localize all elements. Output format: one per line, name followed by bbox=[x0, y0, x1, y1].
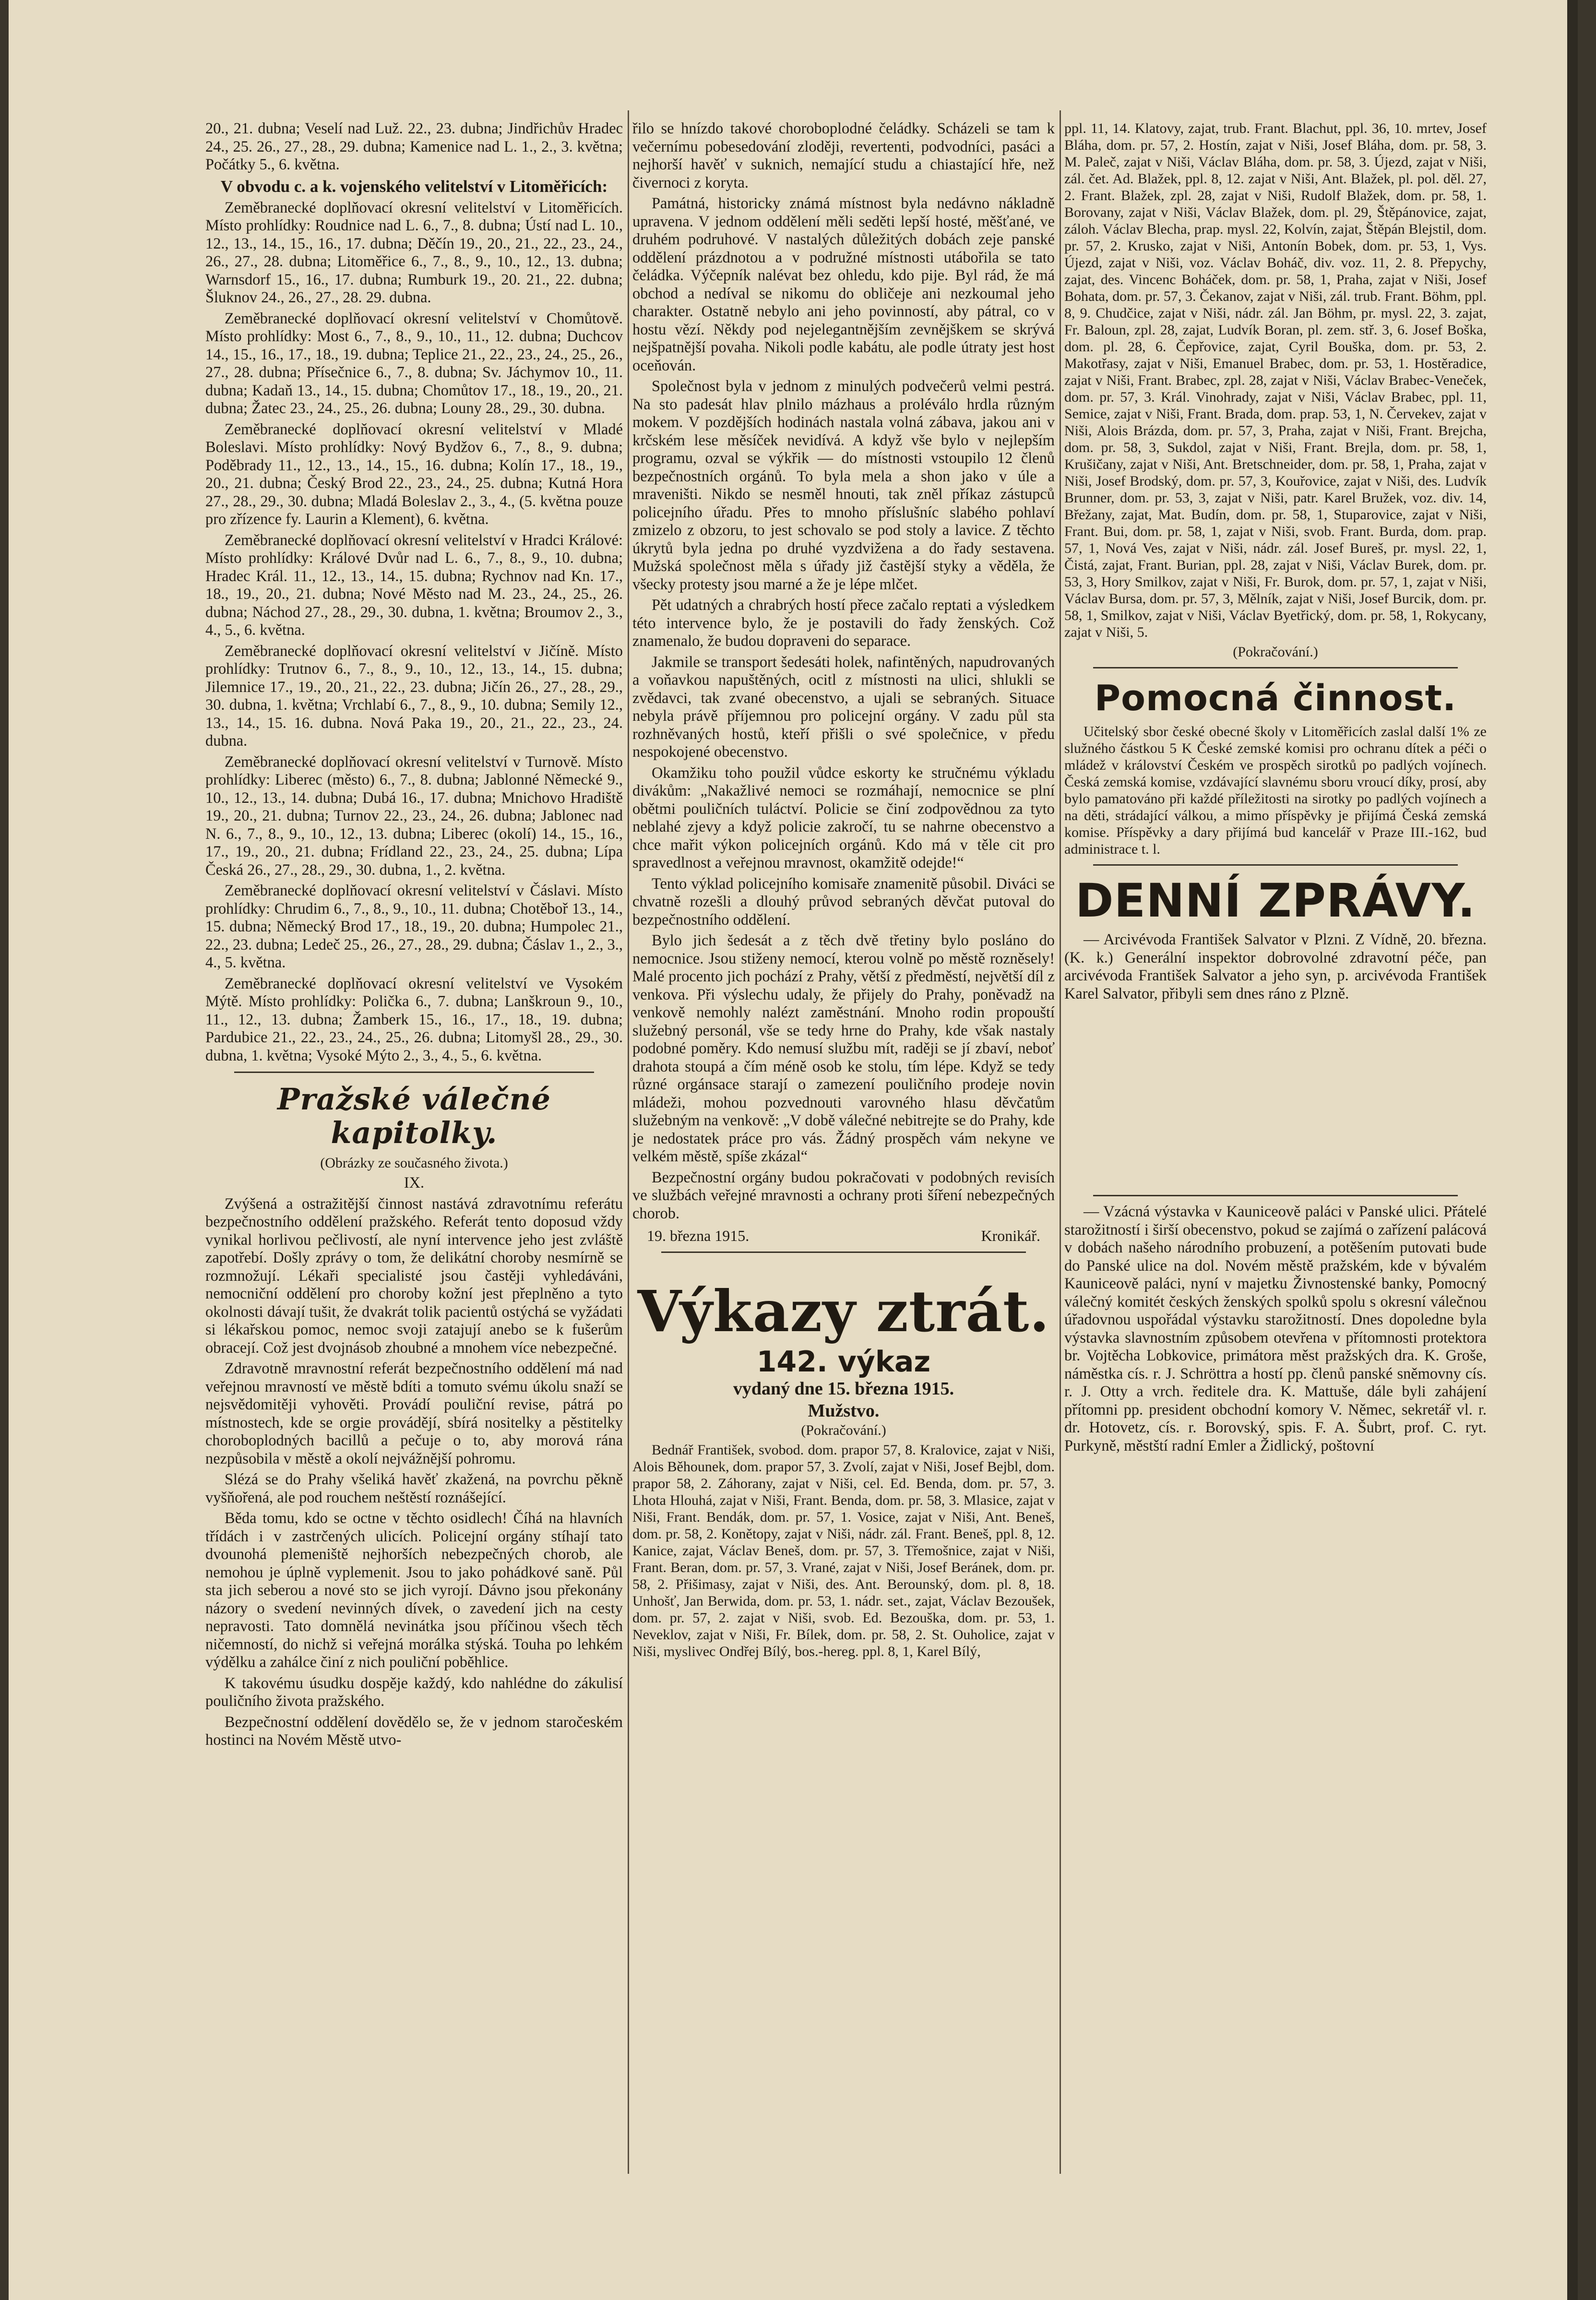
paragraph: Bezpečnostní orgány budou pokračovati v podobných revisích ve službách veřejné mravnosti a ochrany proti šíření nebezpečných chorob. bbox=[632, 1168, 1055, 1222]
paragraph: Bezpečnostní oddělení dovědělo se, že v jednom staročeském hostinci na Novém Městě utvo- bbox=[205, 1713, 623, 1749]
continued-note: (Pokračování.) bbox=[1233, 644, 1318, 660]
casualty-list-body: Bednář František, svobod. dom. prapor 57, 8. Kralovice, zajat v Niši, Alois Běhounek, dom. prapor 57, 3. Zvolí, zajat v Niši, Josef Bejbl, dom. prapor 58, 2. Záhorany, zajat v Niši, cel. Ed. Benda, dom. pr. 57, 3. Lhota Hlouhá, zajat v Niši, Frant. Benda, dom. pr. 58, 3. Mlasice, zajat v Niši, Frant. Bendák, dom. pr. 57, 1. Vosice, zajat v Niši, Ant. Beneš, dom. pr. 58, 2. Konětopy, zajat v Niši, nádr. zál. Frant. Beneš, ppl. 8, 12. Kanice, zajat, Václav Beneš, dom. pr. 57, 3. Třemošnice, zajat v Niši, Frant. Beran, dom. pr. 57, 3. Vrané, zajat v Niši, Josef Beránek, dom. pr. 58, 2. Přišimasy, zajat v Niši, des. Ant. Berounský, dom. pl. 8, 18. Unhošť, Jan Berwida, dom. pr. 53, 1. nádr. set., zajat, Václav Bezoušek, dom. pr. 57, 2. zajat v Niši, svob. Ed. Bezouška, dom. pr. 53, 1. Neveklov, zajat v Niši, Fr. Bílek, dom. pr. 58, 2. St. Ouholice, zajat v Niši, myslivec Ondřej Bílý, bos.-hereg. ppl. 8, 1, Karel Bílý, bbox=[632, 1442, 1055, 1659]
paragraph: Zeměbranecké doplňovací okresní velitelství ve Vysokém Mýtě. Místo prohlídky: Polička 6., 7. dubna; Lanškroun 9., 10., 11., 12., 13. dubna; Žamberk 15., 16., 17., 18., 19. dubna; Pardubice 21., 22., 23., 24., 25., 26. dubna; Litomyšl 28., 29., 30. dubna, 1. května; Vysoké Mýto 2., 3., 4., 5., 6. května. bbox=[205, 975, 623, 1064]
divider bbox=[1093, 864, 1458, 866]
paragraph: řilo se hnízdo takové choroboplodné čeládky. Scházeli se tam k večernímu pobesedování zloději, revertenti, podvodníci, pasáci a nejhorší havěť v suknich, nemající studu a chiastající hře, než čivernoci z koryta. bbox=[632, 120, 1055, 191]
continued-note: (Pokračování.) bbox=[801, 1422, 886, 1438]
newspaper-page bbox=[9, 0, 1578, 2300]
paragraph: Učitelský sbor české obecné školy v Litoměřicích zaslal další 1% ze služného částkou 5 K České zemské komisi pro ochranu dítek a péči o mládež v království Českém ve prospěch sirotků po padlých vojínech. Česká zemská komise, vzdávající slavnému sboru vroucí díky, prosí, aby bylo pamatováno při každé příležitosti na sirotky po padlých vojínech a na děti, strádající válkou, a mimo příspěvky je přijímá Česká zemská komise. Příspěvky a dary přijímá bud kancelář v Praze III.-162, bud administrace t. l. bbox=[1064, 724, 1487, 857]
paragraph: Zdravotně mravnostní referát bezpečnostního oddělení má nad veřejnou mravností ve městě bdíti a tomuto svému úkolu snaží se nejsvědomitěji vyhověti. Provádí pouliční revise, pátrá po místnostech, kde se orgie provádějí, sbírá nositelky a pěstitelky choroboplodných bacillů a pečuje o to, aby morová rána nezpůsobila v městě a okolí nejvážnější pohromu. bbox=[205, 1360, 623, 1467]
paragraph: Zeměbranecké doplňovací okresní velitelství v Mladé Boleslavi. Místo prohlídky: Nový Bydžov 6., 7., 8., 9. dubna; Poděbrady 11., 12., 13., 14., 15., 16. dubna; Kolín 17., 18., 19., 20., 21. dubna; Český Brod 22., 23., 24., 25. dubna; Kutná Hora 27., 28., 29., 30. dubna; Mladá Boleslav 2., 3., 4., (5. května pouze pro zřízence fy. Laurin a Klement), 6. května. bbox=[205, 420, 623, 528]
column-middle bbox=[632, 120, 1055, 1663]
paragraph: Zeměbranecké doplňovací okresní velitelství v Jičíně. Místo prohlídky: Trutnov 6., 7., 8., 9., 10., 12., 13., 14., 15. dubna; Jilemnice 17., 19., 20., 21., 22., 23. dubna; Jičín 26., 27., 28., 29., 30. dubna, 1. května; Vrchlabí 6., 7., 8., 9., 10. dubna; Semily 12., 13., 14., 15. 16. dubna. Nová Paka 19., 20., 21., 22., 23., 24. dubna. bbox=[205, 642, 623, 750]
casualty-list-title: Výkazy ztrát. bbox=[637, 1278, 1050, 1345]
divider bbox=[1093, 1195, 1458, 1196]
divider bbox=[1093, 667, 1458, 668]
casualty-list-section: Mužstvo. bbox=[808, 1401, 880, 1421]
paragraph: Pět udatných a chrabrých hostí přece začalo reptati a výsledkem této intervence bylo, že je postavili do řady ženských. Což znamenalo, že budou dopraveni do separace. bbox=[632, 596, 1055, 650]
paragraph: Zeměbranecké doplňovací okresní velitelství v Chomůtově. Místo prohlídky: Most 6., 7., 8., 9., 10., 11., 12. dubna; Duchcov 14., 15., 16., 17., 18., 19. dubna; Teplice 21., 22., 23., 24., 25., 26., 27., 28. dubna; Přísečnice 6., 7., 8. dubna; Sv. Jáchymov 10., 11. dubna; Kadaň 13., 14., 15. dubna; Chomůtov 17., 18., 19., 20., 21. dubna; Žatec 23., 24., 25., 26. dubna; Louny 28., 29., 30. dubna. bbox=[205, 310, 623, 417]
paragraph: Zvýšená a ostražitější činnost nastává zdravotnímu referátu bezpečnostního oddělení pražského. Referát tento doposud vždy vynikal horlivou pečlivostí, ale nyní intervence jeho jest zvláště zapotřebí. Došly zprávy o tom, že delikátní choroby nesmírně se rozmnožují. Lékaři specialisté jsou častěji vyhledáváni, nemocniční oddělení pro choroby kožní jest přeplněno a tyto okolnosti dávají tušit, že dvakrát tolik pacientů ostýchá se vyžádati si lékařskou pomoc, nemoc svoji zatajují anebo se k fušerům obracejí. Což jest dvojnásob zhoubné a mnohem více nebezpečné. bbox=[205, 1195, 623, 1357]
divider bbox=[661, 1251, 1026, 1253]
column-rule bbox=[1060, 110, 1061, 2174]
casualty-list-continuation: ppl. 11, 14. Klatovy, zajat, trub. Frant. Blachut, ppl. 36, 10. mrtev, Josef Bláha, dom. pr. 57, 2. Hostín, zajat v Niši, Josef Bláha, dom. pr. 58, 3. M. Paleč, zajat v Niši, Václav Bláha, dom. pr. 58, 3. Újezd, zajat v Niši, zál. čet. Ad. Blažek, ppl. 8, 12. zajat v Niši, Ant. Blažek, pl. pol. děl. 27, 2. Frant. Blažek, zpl. 28, zajat v Niši, Rudolf Blažek, dom. pr. 58, 1. Borovany, zajat v Niši, Václav Blažek, dom. pl. 29, Štěpánovice, zajat, záloh. Václav Blecha, prap. mysl. 22, Kolvín, zajat, Štěpán Blejstil, dom. pr. 57, 2. Krusko, zajat v Niši, Antonín Bobek, dom. pr. 53, 1, Vys. Újezd, zajat v Niši, voz. Václav Boháč, div. voz. 11, 2. 8. Přepychy, zajat, des. Vincenc Boháček, dom. pr. 58, 1, Praha, zajat v Niši, Josef Bohata, dom. pr. 57, 3. Čekanov, zajat v Niši, zál. trub. Frant. Böhm, ppl. 8, 9. Chudčice, zajat v Niši, nádr. zál. Jan Böhm, pr. mysl. 22, 3. zajat, Fr. Baloun, zpl. 28, zajat, Ludvík Boran, pl. zem. stř. 3, 6. Josef Boška, dom. pl. 28, 6. Čepřovice, zajat, Cyril Bouška, dom. pr. 53, 2. Makotřasy, zajat v Niši, Emanuel Brabec, dom. pr. 53, 1. Hostěradice, zajat v Niši, Frant. Brabec, zpl. 28, zajat v Niši, Václav Brabec-Veneček, dom. pr. 57, 3. Král. Vinohrady, zajat v Niši, Václav Brabec, ppl. 11, Semice, zajat v Niši, Frant. Brada, dom. prap. 53, 1, N. Červekev, zajat v Niši, Alois Brázda, dom. pr. 57, 3, Praha, zajat v Niši, Frant. Brejcha, dom. pr. 58, 3, Sukdol, zajat v Niši, Frant. Brejla, dom. pr. 58, 1, Krušičany, zajat v Niši, Ant. Bretschneider, dom. pr. 58, 1, Praha, zajat v Niši, Josef Brodský, dom. pr. 57, 3, Kouřovice, zajat v Niši, des. Ludvík Brunner, dom. pr. 53, 3, zajat v Niši, patr. Karel Bružek, voz. div. 14, Břežany, zajat, Mat. Budín, dom. pr. 58, 1, Stuparovice, zajat v Niši, Frant. Bui, dom. pr. 58, 1, zajat v Niši, svob. Frant. Burda, dom. prap. 57, 1, Nová Ves, zajat v Niši, nádr. zál. Josef Bureš, pr. mysl. 22, 1, Čistá, zajat, Frant. Burian, ppl. 28, zajat v Niši, Václav Burek, dom. pr. 53, 3, Hory Smilkov, zajat v Niši, Fr. Burok, dom. pr. 57, 1, zajat v Niši, Václav Bursa, dom. pr. 57, 3, Mělník, zajat v Niši, Josef Burcik, dom. pr. 58, 1, Smilkov, zajat v Niši, Václav Byetřický, dom. pr. 58, 1, Rokycany, zajat v Niši, 5. bbox=[1064, 120, 1487, 640]
paragraph: Okamžiku toho použil vůdce eskorty ke stručnému výkladu divákům: „Nakažlivé nemoci se rozmáhají, nemocnice se plní obětmi pouličních tuláctví. Policie se činí zodpovědnou za tyto neblahé zjevy a když policie zakročí, tu se nahrne obecenstvo a chce mařit výkon policejních orgánů. Kdo má v těle cit pro spravedlnost a veřejnou mravnost, okamžitě odejde!“ bbox=[632, 764, 1055, 871]
paragraph: Tento výklad policejního komisaře znamenitě působil. Diváci se chvatně rozešli a dlouhý průvod sebraných děvčat putoval do bezpečnostního oddělení. bbox=[632, 875, 1055, 929]
section-title-denni: DENNÍ ZPRÁVY. bbox=[1075, 874, 1476, 928]
paragraph: K takovému úsudku dospěje každý, kdo nahlédne do zákulisí pouličního života pražského. bbox=[205, 1674, 623, 1710]
casualty-list-number: 142. výkaz bbox=[756, 1345, 931, 1379]
paragraph: — Vzácná výstavka v Kauniceově paláci v Panské ulici. Přátelé starožitností i širší obecenstvo, pokud se zajímá o zařízení palácová v dobách našeho národního probuzení, a potěšením putovati bude do Panské ulice na dol. Novém městě pražském, kde v bývalém Kauniceově paláci, nyní v majetku Živnostenské banky, Pomocný válečný komitét českých ženských spolků spolu s okresní válečnou úřadovnou uspořádal výstavku starožitností. Dnes dopoledne byla výstavka slavnostním způsobem otevřena v přítomnosti protektora br. Vojtěcha Lobkovice, primátora měst pražských dra. K. Groše, náměstka cís. r. J. Schröttra a hostí pp. členů panské sněmovny cís. r. J. Otty a vrch. ředitele dra. K. Mattuše, dále byli zahájení přítomni pp. president obchodní komory V. Němec, sekretář vl. r. dr. Hotovetz, cís. r. Borovský, spis. F. A. Šubrt, prof. C. ryt. Purkyně, městští radní Emler a Židlický, poštovní bbox=[1064, 1203, 1487, 1454]
sign-date: 19. března 1915. bbox=[647, 1227, 750, 1244]
column-rule bbox=[628, 110, 629, 2174]
sign-author: Kronikář. bbox=[981, 1227, 1040, 1244]
paragraph: Zeměbranecké doplňovací okresní velitelství v Litoměřicích. Místo prohlídky: Roudnice nad L. 6., 7., 8. dubna; Ústí nad L. 10., 12., 13., 14., 15., 16., 17. dubna; Děčín 19., 20., 21., 22., 23., 24., 26., 27., 28. dubna; Litoměřice 6., 7., 8., 9., 10., 12., 13. dubna; Warnsdorf 15., 16., 17. dubna; Rumburk 19., 20. 21., 22. dubna; Šluknov 24., 26., 27., 28. 29. dubna. bbox=[205, 199, 623, 306]
article-title: Pražské válečné kapitolky. bbox=[277, 1082, 551, 1150]
paragraph: Běda tomu, kdo se octne v těchto osidlech! Číhá na hlavních třídách i v zastrčených ulicích. Policejní orgány stíhají tato dvounohá plemeniště nejhorších nebezpečných chorob, ale nemohou je úplně vyplemenit. Jsou to jako pohádkové saně. Půl sta jich seberou a nové sto se jich vyrojí. Dávno jsou překonány názory o svedení nevinných dívek, o zavedení jich na cesty nepravosti. Tato domnělá nevinátka jsou příčinou všech těch ničemností, do nichž si veřejná morálka stýská. Touha po lehkém výdělku a zahálce činí z nich pouliční poběhlice. bbox=[205, 1510, 623, 1671]
section-title-pomocna: Pomocná činnost. bbox=[1094, 678, 1457, 719]
paragraph: Bylo jich šedesát a z těch dvě třetiny bylo posláno do nemocnice. Jsou stiženy nemocí, kterou volně po městě rozněsely! Malé procento jich pochází z Prahy, větší z předměstí, největší díl z venkova. Při výslechu udaly, že přijely do Prahy, poněvadž na venkově nemohly nalézt zaměstnání. Mnoho rodin propouští služebný personál, vše se tedy hrne do Prahy, kde však nastaly podobné poměry. Kdo nemusí službu mít, raději se jí zbaví, neboť drahota stoupá a čím méně osob ke stolu, tím lépe. Když se tedy různé orgánsace starají o zamezení pouličního prodeje novin mládeži, mohou pozvednouti varovného hlasu děvčatům služebným na venkově: „V době válečné nebitrejte se do Prahy, kde je nedostatek práce pro vás. Žádný prospěch vám nekyne ve velkém městě, spíše zkázal“ bbox=[632, 932, 1055, 1165]
paragraph: Slézá se do Prahy všeliká havěť zkažená, na povrchu pěkně vyšňořená, ale pod rouchem neštěstí roznášející. bbox=[205, 1471, 623, 1506]
column-left bbox=[205, 120, 623, 1752]
paragraph: Společnost byla v jednom z minulých podvečerů velmi pestrá. Na sto padesát hlav plnilo mázhaus a proléválo hrdla různým mokem. V pozdějších hodinách nastala volná zábava, jakou ani v krčském lese měsíček nevidívá. A když vše bylo v nejlepším programu, ozval se výkřik — do místnosti vstoupilo 12 členů bezpečnostních orgánů. To byla mela a shon jako v úle a mraveništi. Nikdo se nesměl hnouti, tak zněl příkaz zástupců policejního úřadu. Přes to mnoho příslušníc slabého pohlaví zmizelo z obzoru, to jest schovalo se pod stoly a lavice. Z těchto úkrytů byla jedna po druhé vyzdvižena a do řady sestavena. Mužská společnost měla s úřady již častější styky a věděla, že všecky protesty jsou marné a že je lépe mlčet. bbox=[632, 378, 1055, 593]
blank-space bbox=[1064, 1006, 1487, 1188]
paragraph: Památná, historicky známá místnost byla nedávno nákladně upravena. V jednom oddělení měli seděti lepší hosté, měšťané, ve druhém podruhové. V nastalých důležitých dobách zeje panské oddělení prázdnotou a v podružné místnosti utábořila se tato čeládka. Výčepník nalévat bez ohledu, kdo pije. Byl rád, že má obchod a nedíval se nikomu do obličeje ani nezkoumal jeho charakter. Ostatně nebylo ani jeho povinností, aby pátral, co v hostu vězí. Někdy pod nejelegantnějším zevnějškem se skrývá nejšpatnější povaha. Nikoli podle kabátu, ale podle útraty jest host oceňován. bbox=[632, 195, 1055, 374]
page-edge bbox=[1567, 0, 1578, 2300]
paragraph: 20., 21. dubna; Veselí nad Luž. 22., 23. dubna; Jindřichův Hradec 24., 25. 26., 27., 28., 29. dubna; Kamenice nad L. 1., 2., 3. května; Počátky 5., 6. května. bbox=[205, 120, 623, 173]
article-subtitle: (Obrázky ze současného života.) bbox=[320, 1155, 508, 1171]
paragraph: Zeměbranecké doplňovací okresní velitelství v Hradci Králové: Místo prohlídky: Králové Dvůr nad L. 6., 7., 8., 9., 10. dubna; Hradec Král. 11., 12., 13., 14., 15. dubna; Rychnov nad Kn. 17., 18., 19., 20., 21. dubna; Nové Město nad M. 23., 24., 25., 26. dubna; Náchod 27., 28., 29., 30. dubna, 1. května; Broumov 2., 3., 4., 5., 6. května. bbox=[205, 531, 623, 639]
paragraph: Jakmile se transport šedesáti holek, nafintěných, napudrovaných a voňavkou napuštěných, ocitl z místnosti na ulici, shlukli se zvědavci, tak zvané obecenstvo, a ujali se sebraných. Situace nebyla právě příjemnou pro policejní orgány. V zadu půl sta rozhněvaných hostů, kteří přišli o své společnice, v předu nespokojené obecenstvo. bbox=[632, 653, 1055, 761]
paragraph: Zeměbranecké doplňovací okresní velitelství v Turnově. Místo prohlídky: Liberec (město) 6., 7., 8. dubna; Jablonné Německé 9., 10., 12., 13., 14. dubna; Dubá 16., 17. dubna; Mnichovo Hradiště 19., 20., 21. dubna; Turnov 22., 23., 24., 26. dubna; Jablonec nad N. 6., 7., 8., 9., 10., 12., 13. dubna; Liberec (okolí) 14., 15., 16., 17., 19., 20., 21. dubna; Frídland 22., 23., 24., 25. dubna; Lípa Česká 26., 27., 28., 29., 30. dubna, 1., 2. května. bbox=[205, 753, 623, 879]
divider bbox=[234, 1072, 594, 1073]
paragraph: Zeměbranecké doplňovací okresní velitelství v Čáslavi. Místo prohlídky: Chrudim 6., 7., 8., 9., 10., 11. dubna; Chotěboř 13., 14., 15. dubna; Německý Brod 17., 18., 19., 20. dubna; Humpolec 21., 22., 23. dubna; Ledeč 25., 26., 27., 28., 29. dubna; Čáslav 1., 2., 3., 4., 5. května. bbox=[205, 882, 623, 971]
column-right bbox=[1064, 120, 1487, 1458]
signature-line bbox=[632, 1227, 1055, 1245]
article-number: IX. bbox=[404, 1174, 425, 1192]
paragraph: — Arcivévoda František Salvator v Plzni. Z Vídně, 20. března. (K. k.) Generální inspektor dobrovolné zdravotní péče, pan arcivévoda František Salvator a jeho syn, p. arcivévoda František Karel Salvator, přibyli sem dnes ráno z Plzně. bbox=[1064, 931, 1487, 1002]
section-heading: V obvodu c. a k. vojenského velitelství v Litoměřicích: bbox=[220, 177, 608, 196]
casualty-list-date: vydaný dne 15. března 1915. bbox=[733, 1379, 954, 1399]
